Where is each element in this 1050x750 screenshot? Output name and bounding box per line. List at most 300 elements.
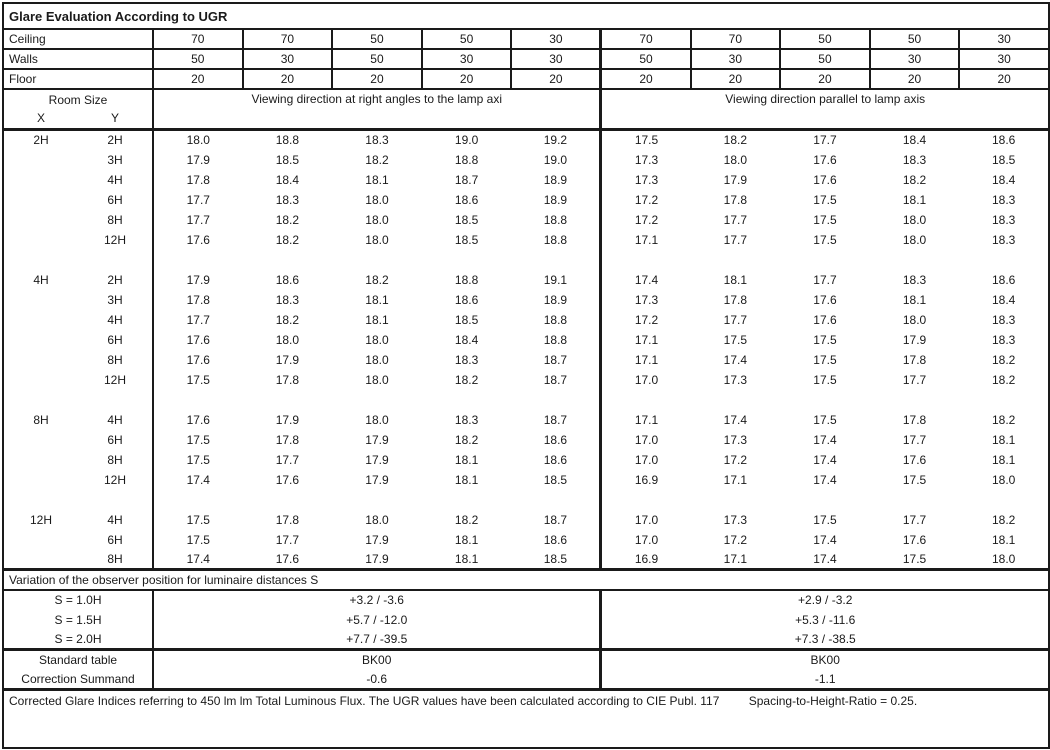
room-x-value: 4H [33, 272, 49, 287]
ugr-value: 18.2 [723, 133, 748, 148]
room-size-header-cell [3, 89, 153, 130]
title-section [3, 3, 1049, 29]
ugr-value: 17.2 [601, 310, 691, 330]
room-x-value: 12H [29, 512, 52, 527]
title-row [3, 3, 1049, 29]
ugr-value: 17.7 [186, 212, 210, 227]
room-x-value [3, 150, 78, 170]
ugr-value: 17.7 [902, 432, 927, 447]
ugr-data-row [3, 270, 1049, 290]
room-y-value: 2H [78, 130, 153, 150]
ugr-value: 17.4 [186, 551, 210, 566]
ugr-value: 17.1 [723, 551, 748, 566]
room-y-value: 8H [78, 210, 153, 230]
ugr-value: 17.9 [275, 412, 300, 427]
surface-value: 50 [422, 29, 512, 49]
variation-section [3, 570, 1049, 590]
surface-value: 30 [511, 49, 601, 69]
ugr-value: 17.8 [723, 192, 748, 207]
surface-value: 30 [870, 49, 960, 69]
surface-label: Walls [3, 49, 153, 69]
variation-row [3, 610, 1049, 630]
ugr-value: 18.4 [902, 133, 927, 148]
ugr-value: 17.2 [601, 210, 691, 230]
ugr-value: 18.2 [991, 412, 1016, 427]
surface-value: 50 [332, 49, 422, 69]
room-x-value: 2H [33, 133, 49, 148]
ugr-value: 17.6 [902, 452, 927, 467]
room-x-value [3, 210, 78, 230]
ugr-value: 17.6 [813, 312, 837, 327]
ugr-data-row [3, 230, 1049, 250]
ugr-value: 17.6 [275, 472, 300, 487]
room-x-value [3, 470, 78, 490]
ugr-value: 18.3 [275, 292, 300, 307]
ugr-value: 18.0 [365, 412, 389, 427]
ugr-value: 17.6 [813, 292, 837, 307]
room-y-value: 6H [78, 330, 153, 350]
room-x-value [3, 170, 78, 190]
room-y-value: 8H [78, 450, 153, 470]
ugr-data-row [3, 530, 1049, 550]
variation-value-right: +2.9 / -3.2 [601, 590, 1049, 610]
ugr-value: 18.3 [991, 232, 1016, 247]
room-x-value [3, 290, 78, 310]
surface-value: 20 [691, 69, 781, 89]
ugr-value: 17.5 [902, 551, 927, 566]
ugr-value: 18.7 [543, 512, 568, 527]
footer-spacing-ratio: Spacing-to-Height-Ratio = 0.25. [748, 694, 918, 708]
ugr-value: 17.3 [601, 290, 691, 310]
ugr-value: 18.3 [454, 352, 479, 367]
x-axis-label: X [36, 111, 45, 125]
surface-value: 70 [153, 29, 243, 49]
gap-row [3, 490, 1049, 510]
ugr-value: 18.0 [365, 232, 389, 247]
gap-cell [153, 390, 601, 410]
ugr-value: 17.1 [601, 410, 691, 430]
ugr-value: 18.3 [991, 312, 1016, 327]
room-x-value [3, 310, 78, 330]
variation-section-title: Variation of the observer position for luminaire distances S [3, 570, 1049, 590]
ugr-value: 17.5 [813, 412, 837, 427]
surface-value: 50 [870, 29, 960, 49]
ugr-value: 17.7 [723, 232, 748, 247]
ugr-value: 17.4 [601, 270, 691, 290]
gap-cell [601, 390, 1049, 410]
ugr-value: 18.6 [543, 432, 568, 447]
footer-row [3, 690, 1049, 748]
ugr-value: 18.3 [902, 152, 927, 167]
ugr-value: 18.2 [991, 352, 1016, 367]
variation-value-left: +3.2 / -3.6 [349, 593, 404, 607]
page-title: Glare Evaluation According to UGR [3, 3, 1049, 29]
ugr-data-row [3, 210, 1049, 230]
ugr-value: 16.9 [601, 470, 691, 490]
ugr-value: 18.2 [365, 272, 389, 287]
room-y-value: 4H [78, 310, 153, 330]
surface-value: 20 [332, 69, 422, 89]
ugr-value: 18.1 [365, 312, 389, 327]
room-x-value [3, 370, 78, 390]
ugr-value: 17.4 [813, 551, 837, 566]
summary-row [3, 670, 1049, 690]
ugr-value: 18.4 [454, 332, 479, 347]
ugr-value: 17.2 [601, 190, 691, 210]
ugr-value: 18.5 [454, 312, 479, 327]
ugr-value: 17.5 [813, 332, 837, 347]
room-y-value: 12H [78, 370, 153, 390]
ugr-value: 18.1 [991, 432, 1016, 447]
ugr-value: 17.5 [601, 130, 691, 150]
surface-label: Ceiling [3, 29, 153, 49]
room-y-value: 3H [78, 290, 153, 310]
ugr-value: 17.9 [275, 352, 300, 367]
ugr-value: 17.3 [723, 512, 748, 527]
ugr-value: 18.3 [454, 412, 479, 427]
footer-note: Corrected Glare Indices referring to 450 lm lm Total Luminous Flux. The UGR values have been calculated according to CIE Publ. 117 [9, 694, 720, 708]
ugr-value: 18.7 [454, 172, 479, 187]
ugr-value: 18.6 [454, 192, 479, 207]
ugr-value: 18.5 [454, 212, 479, 227]
ugr-value: 17.8 [902, 352, 927, 367]
surface-value: 70 [243, 29, 333, 49]
room-x-value [3, 430, 78, 450]
ugr-value: 18.8 [454, 152, 479, 167]
room-y-value: 8H [78, 350, 153, 370]
variation-title-row [3, 570, 1049, 590]
ugr-value: 18.2 [454, 372, 479, 387]
surface-value: 20 [511, 69, 601, 89]
ugr-value: 18.4 [991, 172, 1016, 187]
ugr-value: 17.4 [723, 352, 748, 367]
variation-value-right: +5.3 / -11.6 [601, 610, 1049, 630]
surface-value: 20 [780, 69, 870, 89]
surface-value: 30 [959, 29, 1049, 49]
ugr-data-row [3, 150, 1049, 170]
variation-value-left: +5.7 / -12.0 [346, 612, 408, 627]
ugr-value: 17.6 [186, 412, 210, 427]
surface-value: 20 [601, 69, 691, 89]
ugr-value: 17.9 [365, 472, 389, 487]
ugr-value: 17.7 [723, 312, 748, 327]
ugr-value: 18.2 [275, 232, 300, 247]
ugr-value: 18.0 [902, 232, 927, 247]
surface-reflectance-section [3, 29, 1049, 89]
ugr-value: 18.3 [365, 133, 389, 148]
ugr-value: 17.7 [275, 532, 300, 547]
surface-value: 50 [601, 49, 691, 69]
ugr-value: 18.9 [543, 172, 568, 187]
ugr-value: 17.5 [813, 352, 837, 367]
ugr-value: 17.5 [723, 332, 748, 347]
ugr-value: 18.0 [902, 212, 927, 227]
ugr-value: 17.2 [723, 532, 748, 547]
ugr-value: 17.5 [186, 372, 210, 387]
ugr-value: 18.0 [365, 332, 389, 347]
ugr-value: 17.9 [365, 452, 389, 467]
column-header-section [3, 89, 1049, 130]
ugr-value: 17.7 [275, 452, 300, 467]
surface-value: 30 [691, 49, 781, 69]
ugr-value: 18.6 [543, 452, 568, 467]
variation-row [3, 630, 1049, 650]
ugr-data-row [3, 350, 1049, 370]
room-y-value: 4H [78, 410, 153, 430]
ugr-value: 17.1 [601, 350, 691, 370]
surface-value: 50 [332, 29, 422, 49]
ugr-value: 17.7 [813, 272, 837, 287]
ugr-value: 18.7 [543, 412, 568, 427]
ugr-value: 17.3 [723, 432, 748, 447]
ugr-data-row [3, 410, 1049, 430]
ugr-value: 17.9 [365, 532, 389, 547]
ugr-value: 18.1 [991, 452, 1016, 467]
ugr-value: 17.5 [813, 372, 837, 387]
ugr-value: 18.6 [275, 272, 300, 287]
surface-value: 20 [422, 69, 512, 89]
ugr-value: 18.9 [543, 192, 568, 207]
room-y-value: 2H [78, 270, 153, 290]
ugr-value: 17.4 [186, 472, 210, 487]
ugr-value: 17.0 [601, 530, 691, 550]
ugr-value: 18.2 [991, 512, 1016, 527]
y-axis-label: Y [110, 111, 119, 125]
ugr-table [2, 2, 1050, 749]
ugr-value: 18.6 [991, 272, 1016, 287]
surface-row [3, 49, 1049, 69]
ugr-value: 18.3 [991, 192, 1016, 207]
ugr-value: 17.1 [723, 472, 748, 487]
ugr-value: 18.1 [454, 532, 479, 547]
ugr-value: 18.2 [454, 512, 479, 527]
ugr-value: 17.6 [186, 332, 210, 347]
ugr-value: 17.0 [601, 430, 691, 450]
summary-value-right: -1.1 [601, 670, 1049, 690]
ugr-value: 18.4 [991, 292, 1016, 307]
ugr-value: 18.6 [543, 532, 568, 547]
ugr-value: 17.5 [186, 532, 210, 547]
ugr-value: 17.7 [813, 133, 837, 148]
ugr-value: 17.7 [186, 192, 210, 207]
gap-cell [3, 250, 153, 270]
gap-cell [153, 490, 601, 510]
ugr-value: 18.2 [275, 212, 300, 227]
ugr-value: 18.8 [543, 332, 568, 347]
room-x-value [3, 450, 78, 470]
viewing-right-group-header: Viewing direction parallel to lamp axis [601, 89, 1049, 130]
ugr-data-row [3, 330, 1049, 350]
ugr-value: 17.5 [813, 512, 837, 527]
ugr-value: 16.9 [601, 550, 691, 570]
gap-row [3, 390, 1049, 410]
ugr-value: 18.0 [365, 212, 389, 227]
ugr-value: 18.1 [723, 272, 748, 287]
ugr-value: 18.7 [543, 352, 568, 367]
ugr-value: 18.8 [543, 212, 568, 227]
ugr-value: 18.0 [186, 133, 210, 148]
ugr-value: 17.8 [186, 172, 210, 187]
room-x-value [3, 190, 78, 210]
ugr-value: 18.1 [902, 292, 927, 307]
surface-value: 30 [511, 29, 601, 49]
ugr-value: 17.4 [723, 412, 748, 427]
ugr-data-row [3, 170, 1049, 190]
ugr-value: 17.5 [186, 512, 210, 527]
ugr-value: 17.9 [186, 152, 210, 167]
ugr-value: 18.8 [543, 232, 568, 247]
surface-value: 30 [959, 49, 1049, 69]
ugr-value: 17.5 [186, 452, 210, 467]
ugr-value: 18.1 [902, 192, 927, 207]
surface-value: 20 [243, 69, 333, 89]
ugr-value: 17.3 [723, 372, 748, 387]
variation-value-left: +7.7 / -39.5 [346, 631, 408, 646]
surface-value: 50 [780, 29, 870, 49]
ugr-value: 17.4 [813, 452, 837, 467]
variation-row [3, 590, 1049, 610]
gap-cell [601, 490, 1049, 510]
surface-row [3, 29, 1049, 49]
ugr-value: 17.7 [902, 512, 927, 527]
surface-value: 70 [691, 29, 781, 49]
room-size-label: Room Size [48, 93, 108, 107]
ugr-value: 18.7 [543, 372, 568, 387]
footer-section [3, 690, 1049, 748]
surface-value: 20 [153, 69, 243, 89]
ugr-value: 18.2 [365, 152, 389, 167]
room-y-value: 3H [78, 150, 153, 170]
ugr-value: 18.5 [454, 232, 479, 247]
ugr-value: 17.5 [902, 472, 927, 487]
gap-cell [3, 390, 153, 410]
room-y-value: 6H [78, 530, 153, 550]
ugr-value: 17.3 [601, 150, 691, 170]
surface-value: 30 [422, 49, 512, 69]
room-x-value: 8H [33, 412, 49, 427]
ugr-data-row [3, 550, 1049, 570]
ugr-value: 18.0 [991, 472, 1016, 487]
surface-value: 70 [601, 29, 691, 49]
gap-cell [153, 250, 601, 270]
ugr-data-row [3, 130, 1049, 150]
ugr-value: 18.0 [365, 352, 389, 367]
surface-value: 30 [243, 49, 333, 69]
variation-distance-label: S = 1.5H [3, 610, 153, 630]
ugr-value: 17.0 [601, 370, 691, 390]
room-x-value [3, 350, 78, 370]
ugr-data-row [3, 310, 1049, 330]
ugr-value: 17.9 [902, 332, 927, 347]
room-x-value [3, 550, 78, 570]
ugr-value: 17.2 [723, 452, 748, 467]
variation-rows-section [3, 590, 1049, 650]
room-y-value: 6H [78, 190, 153, 210]
surface-value: 20 [870, 69, 960, 89]
ugr-value: 18.0 [723, 152, 748, 167]
ugr-value: 17.6 [186, 232, 210, 247]
ugr-value: 18.3 [902, 272, 927, 287]
ugr-value: 17.3 [601, 170, 691, 190]
ugr-value: 17.1 [601, 330, 691, 350]
ugr-value: 17.5 [813, 232, 837, 247]
ugr-value: 17.8 [902, 412, 927, 427]
ugr-value: 18.0 [365, 512, 389, 527]
variation-value-right: +7.3 / -38.5 [601, 630, 1049, 650]
ugr-value: 18.2 [454, 432, 479, 447]
ugr-value: 18.0 [365, 372, 389, 387]
ugr-data-row [3, 510, 1049, 530]
ugr-value: 18.1 [365, 292, 389, 307]
room-y-value: 4H [78, 510, 153, 530]
ugr-value: 17.8 [186, 292, 210, 307]
viewing-left-group-header: Viewing direction at right angles to the lamp axi [153, 89, 601, 130]
ugr-value: 17.4 [813, 532, 837, 547]
ugr-value: 18.2 [275, 312, 300, 327]
room-y-value: 12H [78, 230, 153, 250]
surface-value: 50 [780, 49, 870, 69]
ugr-value: 17.7 [723, 212, 748, 227]
ugr-value: 17.0 [601, 510, 691, 530]
surface-value: 20 [959, 69, 1049, 89]
ugr-value: 18.1 [454, 452, 479, 467]
ugr-values-section [3, 130, 1049, 570]
ugr-value: 18.0 [902, 312, 927, 327]
ugr-value: 18.3 [991, 332, 1016, 347]
ugr-value: 17.9 [186, 272, 210, 287]
ugr-value: 17.8 [275, 372, 300, 387]
ugr-value: 17.8 [723, 292, 748, 307]
ugr-value: 18.1 [454, 472, 479, 487]
ugr-value: 18.5 [543, 472, 568, 487]
room-y-value: 4H [78, 170, 153, 190]
ugr-value: 17.6 [186, 352, 210, 367]
ugr-data-row [3, 450, 1049, 470]
room-x-value [3, 230, 78, 250]
ugr-value: 18.8 [454, 272, 479, 287]
summary-value-right: BK00 [601, 650, 1049, 670]
room-y-value: 6H [78, 430, 153, 450]
ugr-value: 18.1 [454, 551, 479, 566]
ugr-value: 17.8 [275, 512, 300, 527]
summary-label: Correction Summand [3, 670, 153, 690]
ugr-value: 18.2 [902, 172, 927, 187]
room-x-value [3, 330, 78, 350]
summary-label: Standard table [3, 650, 153, 670]
room-y-value: 8H [78, 550, 153, 570]
ugr-value: 18.5 [275, 152, 300, 167]
ugr-value: 18.8 [543, 312, 568, 327]
column-header-row [3, 89, 1049, 130]
variation-distance-label: S = 2.0H [3, 630, 153, 650]
ugr-value: 19.2 [543, 133, 568, 148]
ugr-value: 17.5 [813, 192, 837, 207]
surface-value: 50 [153, 49, 243, 69]
ugr-value: 18.0 [365, 192, 389, 207]
ugr-value: 18.3 [991, 212, 1016, 227]
summary-row [3, 650, 1049, 670]
ugr-value: 17.6 [902, 532, 927, 547]
ugr-value: 18.0 [275, 332, 300, 347]
ugr-value: 17.7 [902, 372, 927, 387]
ugr-value: 18.1 [991, 532, 1016, 547]
ugr-value: 18.8 [275, 133, 300, 148]
ugr-value: 18.1 [365, 172, 389, 187]
gap-cell [3, 490, 153, 510]
footer-note-cell [3, 690, 1049, 748]
ugr-value: 17.4 [813, 432, 837, 447]
ugr-value: 18.9 [543, 292, 568, 307]
